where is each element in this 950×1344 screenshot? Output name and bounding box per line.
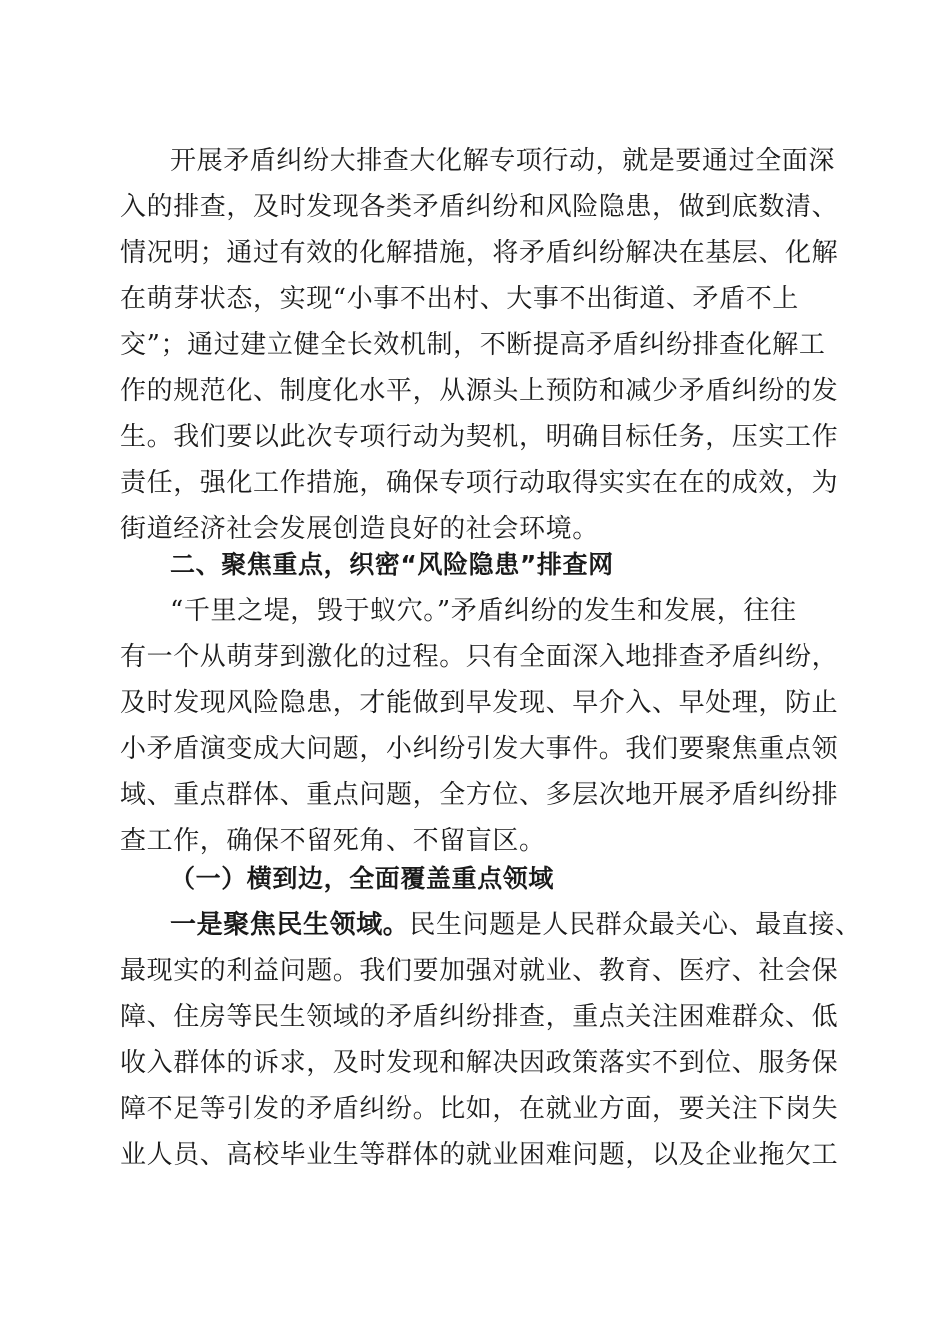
paragraph2-line: 小矛盾演变成大问题，小纠纷引发大事件。我们要聚焦重点领 — [120, 734, 839, 764]
paragraph2-line: 域、重点群体、重点问题，全方位、多层次地开展矛盾纠纷排 — [120, 780, 839, 810]
paragraph2-line: 及时发现风险隐患，才能做到早发现、早介入、早处理，防止 — [120, 688, 839, 718]
paragraph1-line: 开展矛盾纠纷大排查大化解专项行动，就是要通过全面深 — [170, 146, 836, 176]
paragraph1-line: 在萌芽状态，实现“小事不出村、大事不出街道、矛盾不上 — [120, 284, 799, 314]
paragraph3-lead: 一是聚焦民生领域。 — [170, 910, 410, 940]
paragraph3-line: 障、住房等民生领域的矛盾纠纷排查，重点关注困难群众、低 — [120, 1002, 839, 1032]
paragraph3-line: 收入群体的诉求，及时发现和解决因政策落实不到位、服务保 — [120, 1048, 839, 1078]
paragraph2-line: 查工作，确保不留死角、不留盲区。 — [120, 826, 546, 856]
paragraph2-line: 有一个从萌芽到激化的过程。只有全面深入地排查矛盾纠纷， — [120, 642, 839, 672]
paragraph1-line: 作的规范化、制度化水平，从源头上预防和减少矛盾纠纷的发 — [120, 376, 839, 406]
paragraph1-line: 生。我们要以此次专项行动为契机，明确目标任务，压实工作 — [120, 422, 839, 452]
paragraph3-line: 业人员、高校毕业生等群体的就业困难问题，以及企业拖欠工 — [120, 1140, 839, 1170]
paragraph1-line: 入的排查，及时发现各类矛盾纠纷和风险隐患，做到底数清、 — [120, 192, 839, 222]
paragraph1-line: 交”；通过建立健全长效机制，不断提高矛盾纠纷排查化解工 — [120, 330, 826, 360]
paragraph3-line: 障不足等引发的矛盾纠纷。比如，在就业方面，要关注下岗失 — [120, 1094, 839, 1124]
section-heading: 二、聚焦重点，织密“风险隐患”排查网 — [170, 550, 614, 579]
paragraph3-line-rest: 民生问题是人民群众最关心、最直接、 — [409, 910, 862, 940]
paragraph1-line: 情况明；通过有效的化解措施，将矛盾纠纷解决在基层、化解 — [120, 238, 839, 268]
paragraph1-line: 街道经济社会发展创造良好的社会环境。 — [120, 514, 599, 544]
paragraph3-line: 最现实的利益问题。我们要加强对就业、教育、医疗、社会保 — [120, 956, 839, 986]
paragraph2-line: “千里之堤，毁于蚁穴。”矛盾纠纷的发生和发展，往往 — [170, 596, 797, 626]
paragraph1-line: 责任，强化工作措施，确保专项行动取得实实在在的成效，为 — [120, 468, 839, 498]
paragraph3-first-line — [170, 910, 862, 940]
subsection-heading: （一）横到边，全面覆盖重点领域 — [170, 864, 555, 893]
